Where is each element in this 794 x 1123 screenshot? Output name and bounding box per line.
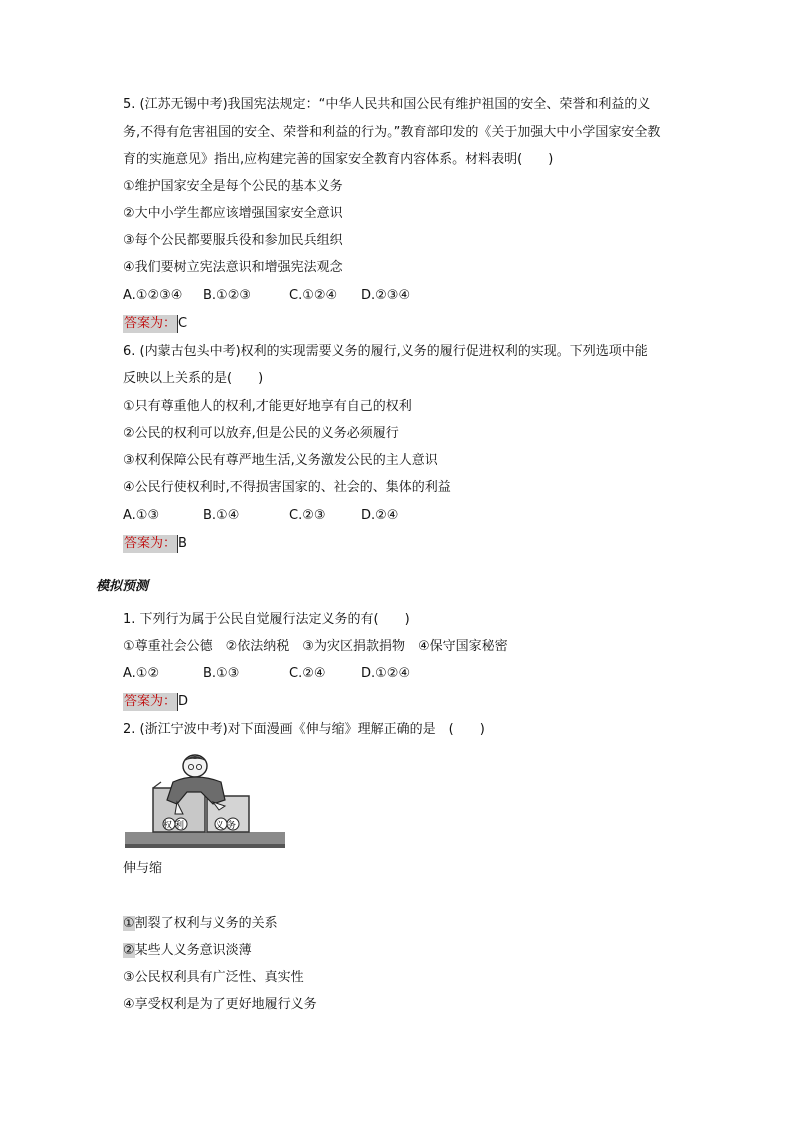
q5-stem-line-3: 育的实施意见》指出,应构建完善的国家安全教育内容体系。材料表明( ) xyxy=(123,152,554,167)
m1-stem: 1. 下列行为属于公民自觉履行法定义务的有( ) xyxy=(123,612,410,627)
q6-option-1: ①只有尊重他人的权利,才能更好地享有自己的权利 xyxy=(123,399,412,414)
q6-choice-d: D.②④ xyxy=(361,508,399,523)
q5-option-1: ①维护国家安全是每个公民的基本义务 xyxy=(123,179,343,194)
comic-image xyxy=(125,752,285,852)
m2-option-3 xyxy=(123,969,304,987)
m1-choice-d: D.①②④ xyxy=(361,666,411,681)
m2-option-1 xyxy=(123,915,278,933)
q5-stem-line-1: 5. (江苏无锡中考)我国宪法规定：“中华人民共和国公民有维护祖国的安全、荣誉和利益的义 xyxy=(123,97,651,112)
q6-choice-b: B.①④ xyxy=(203,508,240,523)
q5-choice-d: D.②③④ xyxy=(361,288,411,303)
q5-stem-line-2: 务,不得有危害祖国的安全、荣誉和利益的行为。”教育部印发的《关于加强大中小学国家安全教 xyxy=(123,125,661,140)
q5-option-2: ②大中小学生都应该增强国家安全意识 xyxy=(123,206,343,221)
q6-answer xyxy=(123,535,187,553)
answer-label: 答案为： xyxy=(124,694,177,709)
comic-table xyxy=(125,832,285,844)
option-text: 某些人义务意识淡薄 xyxy=(134,943,252,958)
option-mark: ② xyxy=(123,943,135,958)
option-text: 割裂了权利与义务的关系 xyxy=(134,916,278,931)
m1-choice-c: C.②④ xyxy=(289,666,326,681)
q6-option-4: ④公民行使权利时,不得损害国家的、社会的、集体的利益 xyxy=(123,480,451,495)
option-mark: ① xyxy=(123,916,135,931)
q5-choice-c: C.①②④ xyxy=(289,288,338,303)
q6-choice-c: C.②③ xyxy=(289,508,326,523)
q6-option-2: ②公民的权利可以放弃,但是公民的义务必须履行 xyxy=(123,426,399,441)
q6-choice-a: A.①③ xyxy=(123,508,160,523)
q5-choices xyxy=(123,287,410,305)
q5-option-4: ④我们要树立宪法意识和增强宪法观念 xyxy=(123,260,343,275)
m1-answer xyxy=(123,693,188,711)
option-mark: ④ xyxy=(123,997,135,1012)
q6-choices xyxy=(123,507,398,525)
m1-choice-a: A.①② xyxy=(123,666,160,681)
q6-stem-line-1: 6. (内蒙古包头中考)权利的实现需要义务的履行,义务的履行促进权利的实现。下列选项中能 xyxy=(123,344,648,359)
option-text: 享受权利是为了更好地履行义务 xyxy=(134,997,317,1012)
m2-stem: 2. (浙江宁波中考)对下面漫画《伸与缩》理解正确的是 ( ) xyxy=(123,722,485,737)
m1-options: ①尊重社会公德 ②依法纳税 ③为灾区捐款捐物 ④保守国家秘密 xyxy=(123,639,508,654)
m1-choice-b: B.①③ xyxy=(203,666,240,681)
section-title: 模拟预测 xyxy=(96,579,149,594)
answer-label: 答案为： xyxy=(124,536,177,551)
m2-option-4 xyxy=(123,996,317,1014)
answer-value: D xyxy=(178,694,189,709)
option-mark: ③ xyxy=(123,970,135,985)
q6-stem-line-2: 反映以上关系的是( ) xyxy=(123,371,264,386)
q5-choice-a: A.①②③④ xyxy=(123,288,183,303)
answer-value: C xyxy=(178,316,188,331)
q5-option-3: ③每个公民都要服兵役和参加民兵组织 xyxy=(123,233,343,248)
m1-choices xyxy=(123,665,410,683)
q5-answer xyxy=(123,315,187,333)
comic-table-edge xyxy=(125,844,285,848)
option-text: 公民权利具有广泛性、真实性 xyxy=(134,970,304,985)
q5-choice-b: B.①②③ xyxy=(203,288,252,303)
comic-right-label: 义务 xyxy=(214,821,240,831)
comic-left-label: 权利 xyxy=(162,821,188,831)
answer-label: 答案为： xyxy=(124,316,177,331)
comic-caption: 伸与缩 xyxy=(123,861,163,876)
q6-option-3: ③权利保障公民有尊严地生活,义务激发公民的主人意识 xyxy=(123,453,438,468)
answer-value: B xyxy=(178,536,187,551)
m2-option-2 xyxy=(123,942,252,960)
